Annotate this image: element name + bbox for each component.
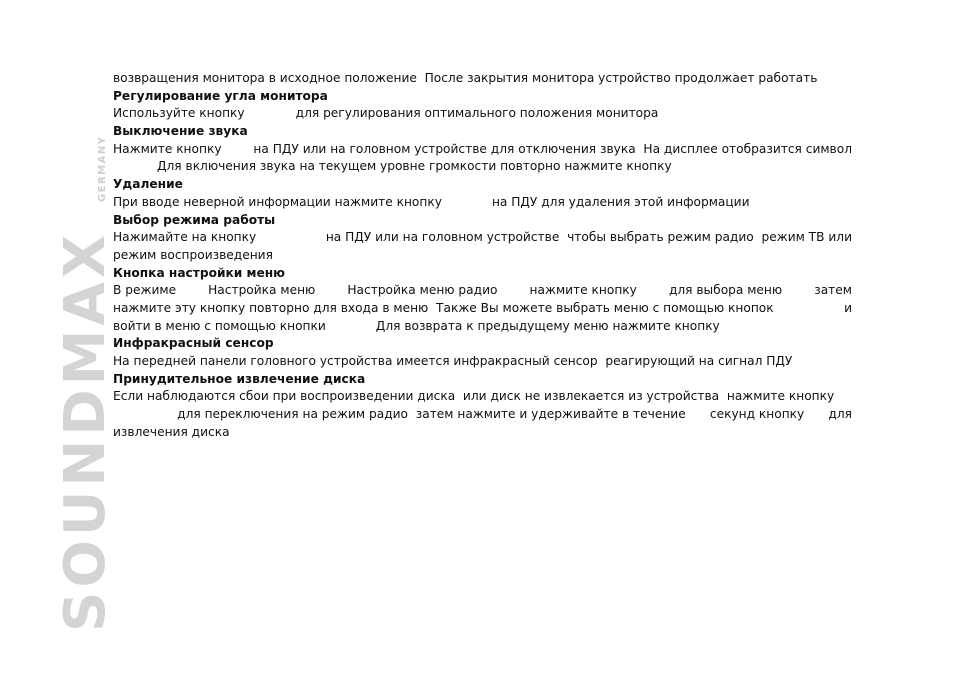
heading-force-eject: Принудительное извлечение диска: [113, 371, 366, 386]
text-fragment: и: [844, 300, 852, 315]
paragraph-line: [113, 388, 852, 406]
text-fragment: Используйте кнопку: [113, 106, 245, 121]
text-fragment: нажмите эту кнопку повторно для входа в меню Также Вы можете выбрать меню с помощью кнопок: [113, 300, 774, 315]
text-fragment: для переключения на режим радио затем нажмите и удерживайте в течение: [177, 407, 686, 422]
paragraph-line: [113, 282, 852, 300]
text-fragment: на ПДУ или на головном устройстве для отключения звука На дисплее отобразится символ: [253, 141, 852, 156]
text-fragment: для: [828, 407, 852, 422]
brand-subtitle: GERMANY: [97, 135, 108, 202]
brand-watermark: [53, 60, 118, 640]
text-fragment: При вводе неверной информации нажмите кнопку: [113, 194, 442, 209]
heading-ir-sensor: Инфракрасный сенсор: [113, 336, 274, 351]
text-fragment: для выбора меню: [668, 283, 783, 298]
paragraph-line: извлечения диска: [113, 424, 230, 439]
text-fragment: для регулирования оптимального положения монитора: [295, 106, 659, 121]
text-fragment: Для включения звука на текущем уровне громкости повторно нажмите кнопку: [157, 159, 672, 174]
heading-mode: Выбор режима работы: [113, 212, 276, 227]
paragraph-line: [113, 406, 852, 424]
text-fragment: на ПДУ или на головном устройстве чтобы выбрать режим радио режим ТВ или: [325, 230, 852, 245]
paragraph-line: [113, 229, 852, 247]
text-fragment: Если наблюдаются сбои при воспроизведении диска или диск не извлекается из устройства нажмите кнопку: [113, 389, 835, 404]
heading-delete: Удаление: [113, 177, 183, 192]
text-fragment: затем: [814, 283, 852, 298]
paragraph-line: На передней панели головного устройства имеется инфракрасный сенсор реагирующий на сигнал ПДУ: [113, 354, 793, 368]
text-fragment: на ПДУ для удаления этой информации: [491, 194, 750, 209]
brand-logo-text: SOUNDMAX: [53, 230, 118, 632]
paragraph-line: [113, 318, 852, 336]
text-fragment: В режиме: [113, 283, 177, 298]
paragraph-line: [113, 105, 852, 123]
text-fragment: Настройка меню: [208, 283, 316, 298]
manual-text: [113, 70, 852, 441]
heading-monitor-angle: Регулирование угла монитора: [113, 88, 328, 103]
paragraph-line: [113, 158, 852, 176]
text-fragment: Для возврата к предыдущему меню нажмите кнопку: [375, 318, 720, 333]
paragraph-line: режим воспроизведения: [113, 247, 273, 262]
heading-menu-setup: Кнопка настройки меню: [113, 265, 286, 280]
text-fragment: Нажмите кнопку: [113, 141, 222, 156]
heading-mute: Выключение звука: [113, 124, 248, 139]
text-fragment: войти в меню с помощью кнопки: [113, 318, 326, 333]
text-fragment: нажмите кнопку: [529, 283, 637, 298]
paragraph-line: [113, 300, 852, 318]
paragraph-line: [113, 141, 852, 159]
paragraph-line: возвращения монитора в исходное положение После закрытия монитора устройство продолжает работать: [113, 71, 818, 85]
text-fragment: Нажимайте на кнопку: [113, 230, 257, 245]
text-fragment: Настройка меню радио: [347, 283, 498, 298]
paragraph-line: [113, 194, 852, 212]
text-fragment: секунд кнопку: [709, 407, 805, 422]
